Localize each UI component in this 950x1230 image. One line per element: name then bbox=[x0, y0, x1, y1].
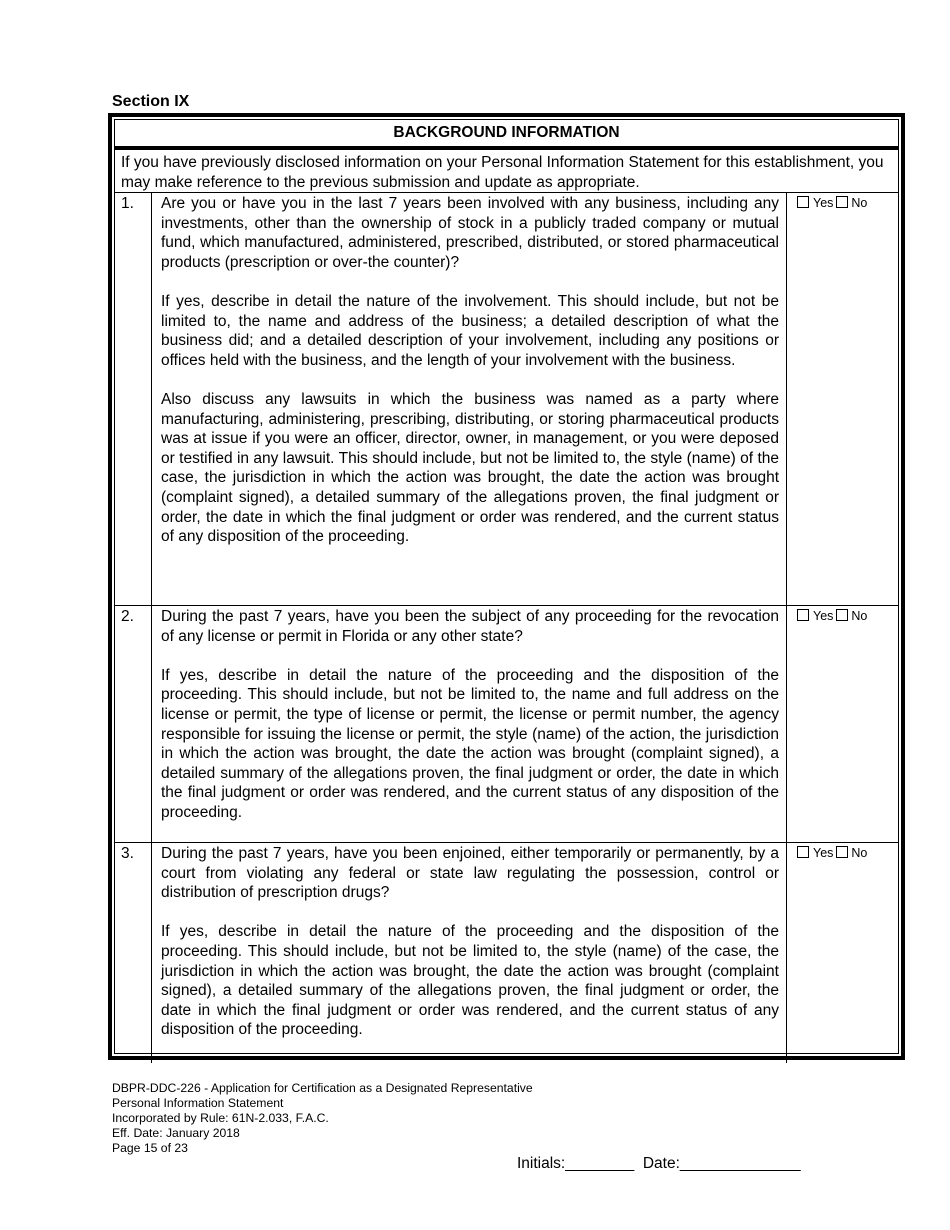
yes-label: Yes bbox=[813, 196, 834, 210]
question-rows bbox=[115, 192, 898, 1053]
table-header: BACKGROUND INFORMATION bbox=[115, 120, 898, 150]
question-1-detail: If yes, describe in detail the nature of the involvement. This should include, but not be limited to, the name and address of the business; a detailed description of what the business did; and a detailed description of your involvement, including any positions or offices held with the business, and the length of your involvement with the business. bbox=[161, 292, 779, 369]
initials-label: Initials: bbox=[517, 1155, 566, 1172]
yes-label: Yes bbox=[813, 846, 834, 860]
yes-checkbox[interactable] bbox=[797, 846, 809, 858]
question-text bbox=[153, 843, 787, 1063]
yes-checkbox[interactable] bbox=[797, 609, 809, 621]
initials-field[interactable]: ________ bbox=[565, 1155, 635, 1172]
question-1-prompt: Are you or have you in the last 7 years been involved with any business, including any investments, other than the ownership of stock in a publicly traded company or mutual fund, which manufactured, administered, prescribed, distributed, or stored pharmaceutical products (prescription or over-the counter)? bbox=[161, 195, 779, 271]
question-2-prompt: During the past 7 years, have you been the subject of any proceeding for the revocation of any license or permit in Florida or any other state? bbox=[161, 608, 779, 645]
footer-title-line: Personal Information Statement bbox=[112, 1096, 284, 1110]
footer-page-number: Page 15 of 23 bbox=[112, 1141, 188, 1155]
section-label: Section IX bbox=[112, 93, 190, 110]
question-row-2 bbox=[115, 606, 898, 843]
initials-date-line bbox=[517, 1155, 801, 1173]
no-label: No bbox=[851, 846, 868, 860]
background-information-table bbox=[108, 113, 905, 1060]
yes-no-choice bbox=[787, 193, 898, 605]
footer-rule-line: Incorporated by Rule: 61N-2.033, F.A.C. bbox=[112, 1111, 329, 1125]
yes-no-choice bbox=[787, 606, 898, 842]
question-number: 2. bbox=[115, 606, 152, 842]
question-text bbox=[153, 193, 787, 605]
question-2-detail: If yes, describe in detail the nature of the proceeding and the disposition of the proceeding. This should include, but not be limited to, the name and full address on the license or permit, the type of license or permit, the license or permit number, the agency responsible for issuing the license or permit, the style (name) of the action, the jurisdiction in which the action was brought, the date the action was brought (complaint signed), a detailed summary of the allegations proven, the final judgment or order, the date in which the final judgment or order was rendered, and the current status of any disposition of the proceeding. bbox=[161, 666, 779, 821]
question-3-prompt: During the past 7 years, have you been enjoined, either temporarily or permanently, by a court from violating any federal or state law regulating the possession, control or distribution of prescription drugs? bbox=[161, 845, 779, 902]
no-checkbox[interactable] bbox=[836, 196, 848, 208]
date-field[interactable]: ______________ bbox=[679, 1155, 801, 1172]
question-text bbox=[153, 606, 787, 842]
question-number: 1. bbox=[115, 193, 152, 605]
no-label: No bbox=[851, 609, 868, 623]
date-label: Date: bbox=[642, 1155, 680, 1172]
question-3-detail: If yes, describe in detail the nature of the proceeding and the disposition of the proceeding. This should include, but not be limited to, the style (name) of the case, the jurisdiction in which the action was brought, the date the action was brought (complaint signed), a detailed summary of the allegations proven, the final judgment or order, the date in which the final judgment or order was rendered, and the current status of any disposition of the proceeding. bbox=[161, 923, 779, 1039]
footer-eff-date: Eff. Date: January 2018 bbox=[112, 1126, 240, 1140]
no-label: No bbox=[851, 196, 868, 210]
intro-text: If you have previously disclosed information on your Personal Information Statement for this establishment, you may make reference to the previous submission and update as appropriate. bbox=[121, 154, 884, 191]
yes-no-choice bbox=[787, 843, 898, 1063]
no-checkbox[interactable] bbox=[836, 609, 848, 621]
question-row-3 bbox=[115, 843, 898, 1063]
yes-checkbox[interactable] bbox=[797, 196, 809, 208]
question-row-1 bbox=[115, 193, 898, 606]
question-number: 3. bbox=[115, 843, 152, 1063]
form-footer bbox=[112, 1081, 533, 1156]
yes-label: Yes bbox=[813, 609, 834, 623]
no-checkbox[interactable] bbox=[836, 846, 848, 858]
question-1-lawsuits: Also discuss any lawsuits in which the business was named as a party where manufacturing, administering, prescribing, distributing, or storing pharmaceutical products was at issue if you were an officer, director, owner, in management, or you were deposed or testified in any lawsuit. This should include, but not be limited to, the style (name) of the case, the jurisdiction in which the action was brought, the date the action was brought (complaint signed), a detailed summary of the allegations proven, the final judgment or order, the date in which the final judgment or order was rendered, and the current status of any disposition of the proceeding. bbox=[161, 390, 779, 546]
table-inner-frame bbox=[114, 119, 899, 1054]
footer-form-line: DBPR-DDC-226 - Application for Certification as a Designated Representative bbox=[112, 1081, 533, 1095]
